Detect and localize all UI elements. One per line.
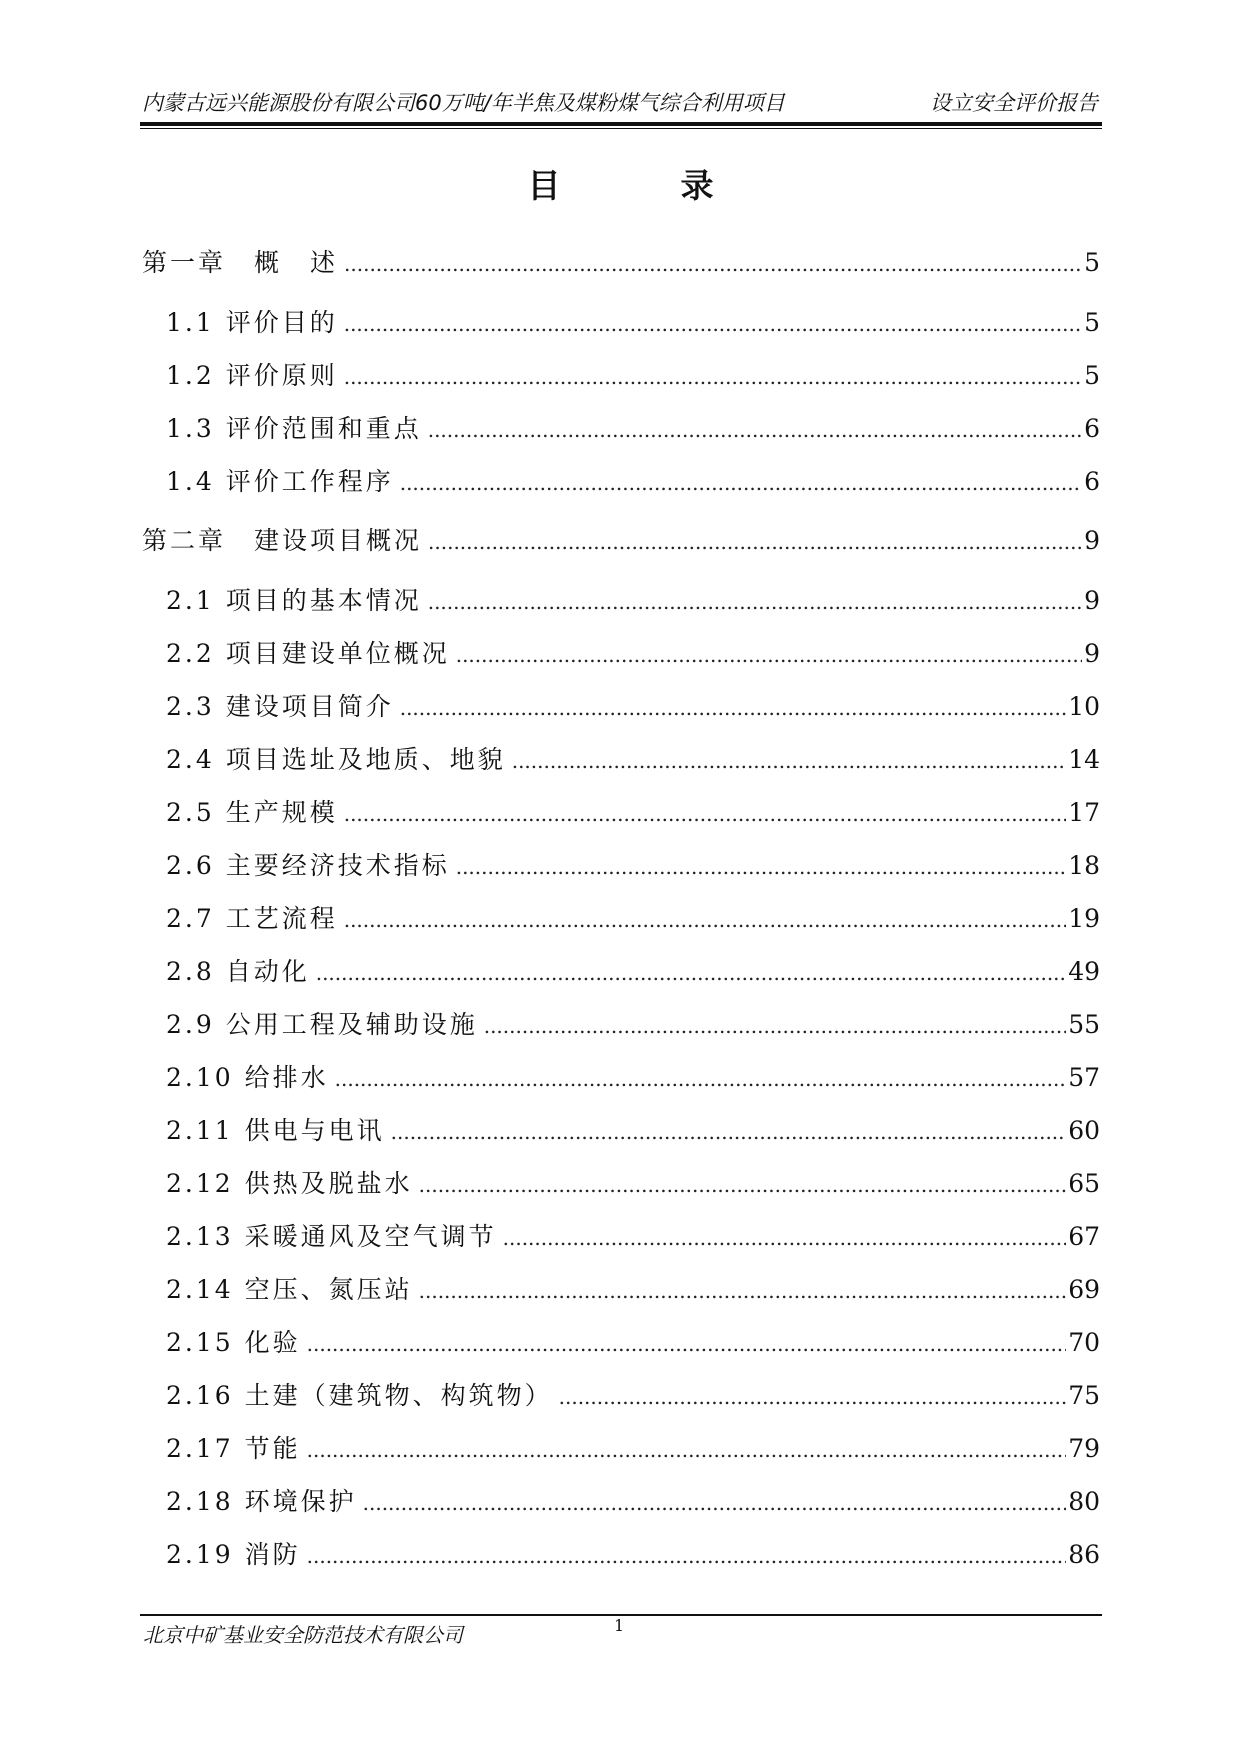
toc-entry-2-16[interactable] xyxy=(142,1369,1100,1422)
toc-entry-label: 2.11 供电与电讯 xyxy=(166,1116,385,1145)
toc-leader-dots xyxy=(391,1104,1067,1159)
toc-entry-label: 1.4 评价工作程序 xyxy=(166,467,394,496)
toc-entry-label: 2.15 化验 xyxy=(166,1328,301,1357)
toc-entry-1-3[interactable] xyxy=(142,402,1100,455)
toc-entry-2-8[interactable] xyxy=(142,945,1100,998)
toc-leader-dots xyxy=(456,627,1082,682)
toc-entry-label: 2.10 给排水 xyxy=(166,1063,329,1092)
toc-entry-label: 1.3 评价范围和重点 xyxy=(166,414,422,443)
toc-leader-dots xyxy=(503,1210,1067,1265)
toc-entry-label: 2.5 生产规模 xyxy=(166,798,338,827)
toc-entry-2-18[interactable] xyxy=(142,1475,1100,1528)
toc-entry-page: 9 xyxy=(1084,526,1100,555)
toc-entry-label: 2.12 供热及脱盐水 xyxy=(166,1169,413,1198)
header-project-title: 内蒙古远兴能源股份有限公司60万吨/年半焦及煤粉煤气综合利用项目 xyxy=(142,91,785,115)
toc-entry-2-12[interactable] xyxy=(142,1157,1100,1210)
toc-entry-page: 80 xyxy=(1068,1487,1100,1516)
toc-entry-2-14[interactable] xyxy=(142,1263,1100,1316)
toc-entry-2-3[interactable] xyxy=(142,680,1100,733)
header-rule-thin xyxy=(140,128,1102,129)
toc-leader-dots xyxy=(344,786,1066,841)
toc-leader-dots xyxy=(484,998,1066,1053)
toc-entry-label: 1.2 评价原则 xyxy=(166,361,338,390)
toc-entry-2-5[interactable] xyxy=(142,786,1100,839)
toc-entry-2-11[interactable] xyxy=(142,1104,1100,1157)
toc-entry-page: 55 xyxy=(1068,1010,1100,1039)
toc-entry-label: 2.9 公用工程及辅助设施 xyxy=(166,1010,478,1039)
toc-entry-label: 2.17 节能 xyxy=(166,1434,301,1463)
toc-entry-page: 86 xyxy=(1068,1540,1100,1569)
toc-entry-2-4[interactable] xyxy=(142,733,1100,786)
toc-entry-2-13[interactable] xyxy=(142,1210,1100,1263)
toc-entry-page: 14 xyxy=(1068,745,1100,774)
toc-entry-label: 第二章 建设项目概况 xyxy=(142,526,423,555)
toc-entry-page: 69 xyxy=(1068,1275,1100,1304)
toc-entry-page: 70 xyxy=(1068,1328,1100,1357)
toc-leader-dots xyxy=(344,349,1082,404)
toc-entry-label: 2.8 自动化 xyxy=(166,957,310,986)
toc-entry-page: 9 xyxy=(1084,639,1100,668)
toc-leader-dots xyxy=(335,1051,1067,1106)
toc-entry-page: 5 xyxy=(1084,308,1100,337)
toc-leader-dots xyxy=(419,1263,1067,1318)
toc-entry-label: 2.13 采暖通风及空气调节 xyxy=(166,1222,497,1251)
toc-leader-dots xyxy=(344,892,1066,947)
toc-entry-label: 2.2 项目建设单位概况 xyxy=(166,639,450,668)
toc-entry-page: 6 xyxy=(1084,467,1100,496)
toc-entry-page: 10 xyxy=(1068,692,1100,721)
toc-leader-dots xyxy=(400,680,1066,735)
toc-entry-page: 75 xyxy=(1068,1381,1100,1410)
toc-leader-dots xyxy=(512,733,1066,788)
footer-company: 北京中矿基业安全防范技术有限公司 xyxy=(143,1623,463,1647)
toc-entry-page: 49 xyxy=(1068,957,1100,986)
toc-entry-label: 2.19 消防 xyxy=(166,1540,301,1569)
toc-entry-1-1[interactable] xyxy=(142,296,1100,349)
toc-entry-2-9[interactable] xyxy=(142,998,1100,1051)
toc-entry-2-2[interactable] xyxy=(142,627,1100,680)
toc-leader-dots xyxy=(419,1157,1067,1212)
toc-leader-dots xyxy=(428,402,1082,457)
toc-leader-dots xyxy=(456,839,1066,894)
toc-entry-label: 2.7 工艺流程 xyxy=(166,904,338,933)
toc-title: 目录 xyxy=(527,166,834,205)
toc-entry-page: 67 xyxy=(1068,1222,1100,1251)
toc-leader-dots xyxy=(400,455,1082,510)
toc-entry-page: 79 xyxy=(1068,1434,1100,1463)
toc-leader-dots xyxy=(344,230,1082,297)
toc-entry-page: 17 xyxy=(1068,798,1100,827)
toc-entry-page: 57 xyxy=(1068,1063,1100,1092)
toc-leader-dots xyxy=(428,574,1082,629)
toc-leader-dots xyxy=(316,945,1066,1000)
toc-entry-page: 9 xyxy=(1084,586,1100,615)
toc-leader-dots xyxy=(307,1528,1067,1583)
toc-entry-2-15[interactable] xyxy=(142,1316,1100,1369)
toc-entry-label: 2.18 环境保护 xyxy=(166,1487,357,1516)
toc-entry-page: 6 xyxy=(1084,414,1100,443)
toc-entry-page: 65 xyxy=(1068,1169,1100,1198)
header-rule-thick xyxy=(140,122,1102,126)
toc-entry-2-7[interactable] xyxy=(142,892,1100,945)
toc-entry-1-2[interactable] xyxy=(142,349,1100,402)
toc-entry-2-10[interactable] xyxy=(142,1051,1100,1104)
toc-entry-chapter-1[interactable] xyxy=(142,230,1100,296)
table-of-contents xyxy=(142,230,1100,1581)
toc-entry-label: 2.4 项目选址及地质、地貌 xyxy=(166,745,506,774)
toc-entry-2-17[interactable] xyxy=(142,1422,1100,1475)
toc-entry-label: 2.14 空压、氮压站 xyxy=(166,1275,413,1304)
toc-entry-2-1[interactable] xyxy=(142,574,1100,627)
toc-leader-dots xyxy=(344,296,1082,351)
toc-entry-label: 2.1 项目的基本情况 xyxy=(166,586,422,615)
toc-leader-dots xyxy=(363,1475,1067,1530)
toc-entry-page: 5 xyxy=(1084,361,1100,390)
toc-entry-label: 2.6 主要经济技术指标 xyxy=(166,851,450,880)
toc-leader-dots xyxy=(559,1369,1067,1424)
toc-entry-1-4[interactable] xyxy=(142,455,1100,508)
page-number: 1 xyxy=(614,1616,625,1635)
toc-entry-page: 60 xyxy=(1068,1116,1100,1145)
toc-entry-page: 18 xyxy=(1068,851,1100,880)
toc-leader-dots xyxy=(307,1422,1067,1477)
toc-entry-label: 1.1 评价目的 xyxy=(166,308,338,337)
header-report-type: 设立安全评价报告 xyxy=(930,91,1098,115)
toc-entry-page: 5 xyxy=(1084,248,1100,277)
toc-entry-label: 2.16 土建（建筑物、构筑物） xyxy=(166,1381,553,1410)
toc-entry-2-6[interactable] xyxy=(142,839,1100,892)
toc-entry-page: 19 xyxy=(1068,904,1100,933)
toc-entry-chapter-2[interactable] xyxy=(142,508,1100,574)
page-header xyxy=(140,86,1102,120)
toc-entry-label: 2.3 建设项目简介 xyxy=(166,692,394,721)
toc-leader-dots xyxy=(428,508,1082,575)
toc-entry-2-19[interactable] xyxy=(142,1528,1100,1581)
toc-leader-dots xyxy=(307,1316,1067,1371)
toc-entry-label: 第一章 概 述 xyxy=(142,248,339,277)
